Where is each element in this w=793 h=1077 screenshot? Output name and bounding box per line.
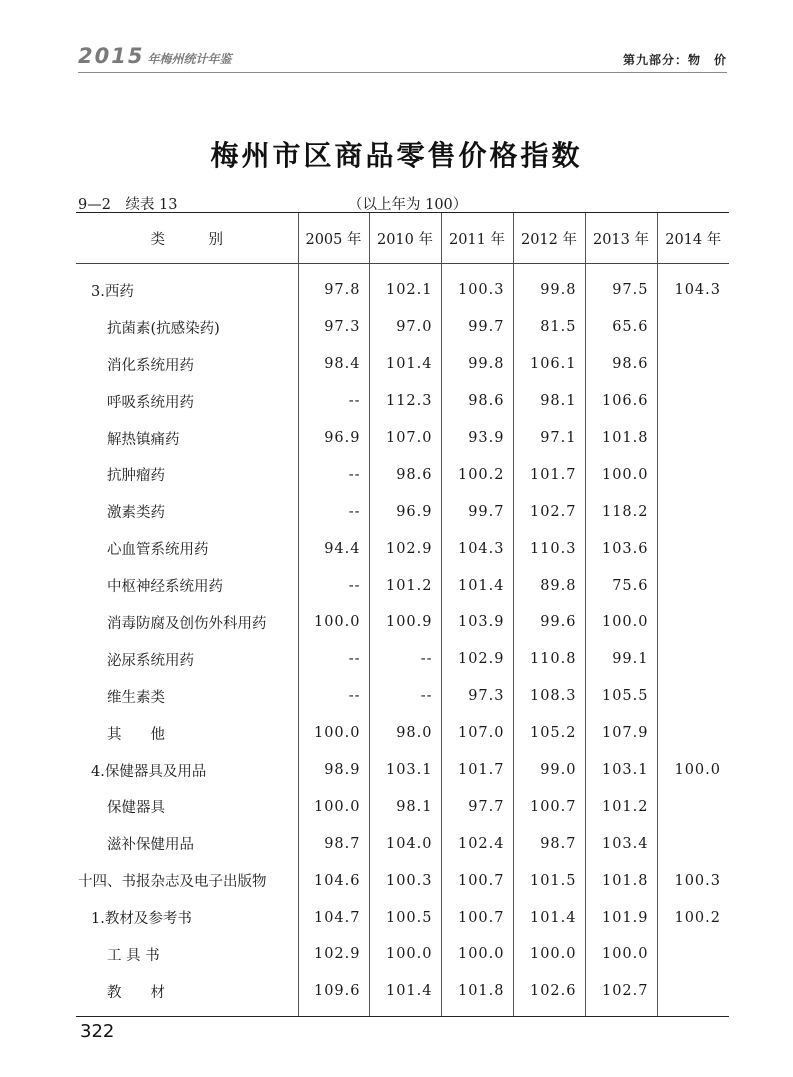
index-value-cell: 89.8 (513, 567, 585, 604)
table-row (76, 752, 729, 789)
index-value-cell: 99.1 (585, 641, 657, 678)
index-value-cell (657, 456, 729, 493)
index-value-cell: 98.0 (369, 715, 441, 752)
index-value-cell: 104.0 (369, 825, 441, 862)
table-row (76, 383, 729, 420)
table-row (76, 641, 729, 678)
index-value-cell: 101.8 (441, 973, 513, 1016)
table-row (76, 678, 729, 715)
table-row (76, 456, 729, 493)
index-value-cell (657, 973, 729, 1016)
index-value-cell (657, 493, 729, 530)
index-value-cell (657, 530, 729, 567)
index-value-cell: 106.6 (585, 383, 657, 420)
row-category-label: 抗肿瘤药 (107, 468, 165, 485)
index-value-cell: 97.8 (298, 264, 369, 309)
row-category-label: 抗菌素(抗感染药) (107, 320, 220, 337)
index-value-cell: 100.3 (441, 264, 513, 309)
index-value-cell (657, 346, 729, 383)
table-row (76, 493, 729, 530)
row-category-label: 呼吸系统用药 (107, 394, 194, 411)
index-value-cell: 99.6 (513, 604, 585, 641)
row-category-label: 解热镇痛药 (107, 431, 180, 448)
index-value-cell: 106.1 (513, 346, 585, 383)
index-value-cell: 100.7 (513, 788, 585, 825)
row-category-label: 其 他 (107, 726, 165, 743)
row-category-label: 十四、书报杂志及电子出版物 (78, 874, 267, 891)
index-value-cell: 98.7 (513, 825, 585, 862)
index-value-cell: 104.6 (298, 862, 369, 899)
index-value-cell (657, 309, 729, 346)
index-value-cell: 102.9 (441, 641, 513, 678)
index-value-cell: 102.4 (441, 825, 513, 862)
table-body (76, 264, 729, 1017)
index-value-cell: 101.2 (585, 788, 657, 825)
index-value-cell: 109.6 (298, 973, 369, 1016)
index-value-cell: 96.9 (298, 420, 369, 457)
row-category-label: 4.保健器具及用品 (91, 763, 207, 780)
table-header-row (76, 213, 729, 264)
row-category-label: 教 材 (76, 973, 298, 1016)
index-value-cell: 100.0 (657, 752, 729, 789)
column-header-2011: 2011 年 (441, 213, 513, 264)
index-value-cell: 105.2 (513, 715, 585, 752)
index-value-cell: -- (298, 493, 369, 530)
yearbook-year: 2015 (78, 44, 145, 68)
index-value-cell: 99.7 (441, 493, 513, 530)
index-value-cell: 97.0 (369, 309, 441, 346)
index-value-cell: 101.8 (585, 862, 657, 899)
index-value-cell: 102.9 (298, 936, 369, 973)
table-row (76, 420, 729, 457)
index-value-cell: 107.0 (369, 420, 441, 457)
index-value-cell (657, 936, 729, 973)
index-value-cell: 98.6 (585, 346, 657, 383)
table-row (76, 567, 729, 604)
index-value-cell: 100.0 (298, 715, 369, 752)
row-category-label: 3.西药 (91, 283, 134, 300)
index-value-cell: 100.2 (441, 456, 513, 493)
index-value-cell: -- (298, 641, 369, 678)
table-row (76, 788, 729, 825)
row-category-label: 心血管系统用药 (107, 542, 209, 559)
index-value-cell: 110.8 (513, 641, 585, 678)
index-value-cell: 100.2 (657, 899, 729, 936)
index-value-cell: 100.0 (369, 936, 441, 973)
table-row (76, 604, 729, 641)
index-value-cell: 112.3 (369, 383, 441, 420)
index-value-cell: 97.3 (298, 309, 369, 346)
index-value-cell (657, 788, 729, 825)
header-rule (78, 72, 727, 73)
index-value-cell: 100.0 (585, 604, 657, 641)
index-value-cell: 101.4 (441, 567, 513, 604)
index-value-cell: 99.0 (513, 752, 585, 789)
index-value-cell: 98.1 (369, 788, 441, 825)
index-value-cell: 101.4 (369, 346, 441, 383)
index-value-cell: 99.8 (513, 264, 585, 309)
index-value-cell: 110.3 (513, 530, 585, 567)
row-category-label: 消毒防腐及创伤外科用药 (107, 615, 267, 632)
index-value-cell: 93.9 (441, 420, 513, 457)
row-category-label: 中枢神经系统用药 (107, 579, 223, 596)
index-value-cell: 96.9 (369, 493, 441, 530)
index-value-cell (657, 383, 729, 420)
table-row (76, 973, 729, 1016)
index-value-cell: 101.9 (585, 899, 657, 936)
index-value-cell: 103.4 (585, 825, 657, 862)
index-value-cell: 101.8 (585, 420, 657, 457)
index-value-cell: 100.0 (441, 936, 513, 973)
index-value-cell: -- (298, 567, 369, 604)
table-row (76, 936, 729, 973)
index-value-cell (657, 641, 729, 678)
index-value-cell: 104.3 (441, 530, 513, 567)
table-id: 9—2 续表 13 (78, 197, 178, 213)
row-category-label: 维生素类 (107, 689, 165, 706)
row-category-label: 泌尿系统用药 (107, 652, 194, 669)
index-value-cell: 102.7 (513, 493, 585, 530)
row-category-label: 1.教材及参考书 (91, 911, 192, 928)
index-value-cell: 97.1 (513, 420, 585, 457)
column-header-category: 类 别 (76, 213, 298, 264)
index-value-cell: 105.5 (585, 678, 657, 715)
index-value-cell: 101.4 (513, 899, 585, 936)
index-value-cell (657, 604, 729, 641)
index-value-cell: 101.4 (369, 973, 441, 1016)
index-value-cell: 103.1 (369, 752, 441, 789)
index-value-cell: 100.7 (441, 862, 513, 899)
index-value-cell: 98.1 (513, 383, 585, 420)
index-value-cell: 101.5 (513, 862, 585, 899)
index-value-cell: 100.0 (513, 936, 585, 973)
index-value-cell: 104.7 (298, 899, 369, 936)
index-value-cell: 98.7 (298, 825, 369, 862)
index-value-cell: 100.0 (298, 788, 369, 825)
table-row (76, 309, 729, 346)
yearbook-logo (78, 44, 231, 68)
index-value-cell: 100.3 (657, 862, 729, 899)
table-row (76, 825, 729, 862)
index-value-cell: 100.3 (369, 862, 441, 899)
index-value-cell: 102.9 (369, 530, 441, 567)
index-value-cell: 107.0 (441, 715, 513, 752)
index-value-cell: 98.4 (298, 346, 369, 383)
section-title: 第九部分：物 价 (622, 53, 727, 67)
index-value-cell: 101.7 (513, 456, 585, 493)
index-value-cell: 103.9 (441, 604, 513, 641)
index-value-cell: 102.1 (369, 264, 441, 309)
row-category-label: 滋补保健用品 (107, 837, 194, 854)
index-value-cell: 100.9 (369, 604, 441, 641)
page-title: 梅州市区商品零售价格指数 (210, 139, 583, 172)
index-value-cell (657, 715, 729, 752)
table-row (76, 862, 729, 899)
index-value-cell: 104.3 (657, 264, 729, 309)
index-value-cell: 97.3 (441, 678, 513, 715)
index-value-cell: 101.2 (369, 567, 441, 604)
index-value-cell: 65.6 (585, 309, 657, 346)
index-value-cell: 100.0 (298, 604, 369, 641)
index-value-cell: 98.9 (298, 752, 369, 789)
column-header-2010: 2010 年 (369, 213, 441, 264)
index-value-cell: 100.7 (441, 899, 513, 936)
index-value-cell: 100.0 (585, 456, 657, 493)
index-value-cell: 97.7 (441, 788, 513, 825)
index-value-cell: 103.1 (585, 752, 657, 789)
index-value-cell: 108.3 (513, 678, 585, 715)
index-value-cell: -- (298, 456, 369, 493)
index-value-cell (657, 420, 729, 457)
unit-note: （以上年为 100） (348, 197, 468, 213)
row-category-label: 保健器具 (107, 800, 165, 817)
row-category-label: 激素类药 (107, 505, 165, 522)
yearbook-title: 年梅州统计年鉴 (147, 52, 232, 66)
index-value-cell: 97.5 (585, 264, 657, 309)
index-value-cell: 100.5 (369, 899, 441, 936)
index-value-cell: 99.7 (441, 309, 513, 346)
index-value-cell: 103.6 (585, 530, 657, 567)
index-value-cell: 102.7 (585, 973, 657, 1016)
index-value-cell: 99.8 (441, 346, 513, 383)
index-value-cell: 107.9 (585, 715, 657, 752)
index-value-cell: 101.7 (441, 752, 513, 789)
column-header-2005: 2005 年 (298, 213, 369, 264)
index-value-cell: 102.6 (513, 973, 585, 1016)
column-header-2013: 2013 年 (585, 213, 657, 264)
index-value-cell: 100.0 (585, 936, 657, 973)
index-value-cell: -- (298, 678, 369, 715)
table-row (76, 264, 729, 309)
index-value-cell (657, 567, 729, 604)
index-value-cell: 81.5 (513, 309, 585, 346)
index-value-cell: 75.6 (585, 567, 657, 604)
table-row (76, 346, 729, 383)
column-header-2012: 2012 年 (513, 213, 585, 264)
index-value-cell (657, 678, 729, 715)
index-value-cell: 98.6 (369, 456, 441, 493)
index-value-cell: 118.2 (585, 493, 657, 530)
row-category-label: 消化系统用药 (107, 357, 194, 374)
page-number: 322 (80, 1021, 115, 1042)
index-value-cell: 98.6 (441, 383, 513, 420)
index-value-cell: -- (369, 641, 441, 678)
index-value-cell (657, 825, 729, 862)
index-value-cell: -- (298, 383, 369, 420)
index-value-cell: 94.4 (298, 530, 369, 567)
price-index-table (76, 212, 729, 1017)
table-row (76, 899, 729, 936)
column-header-2014: 2014 年 (657, 213, 729, 264)
row-category-label: 工 具 书 (107, 947, 160, 964)
table-row (76, 530, 729, 567)
table-row (76, 715, 729, 752)
index-value-cell: -- (369, 678, 441, 715)
